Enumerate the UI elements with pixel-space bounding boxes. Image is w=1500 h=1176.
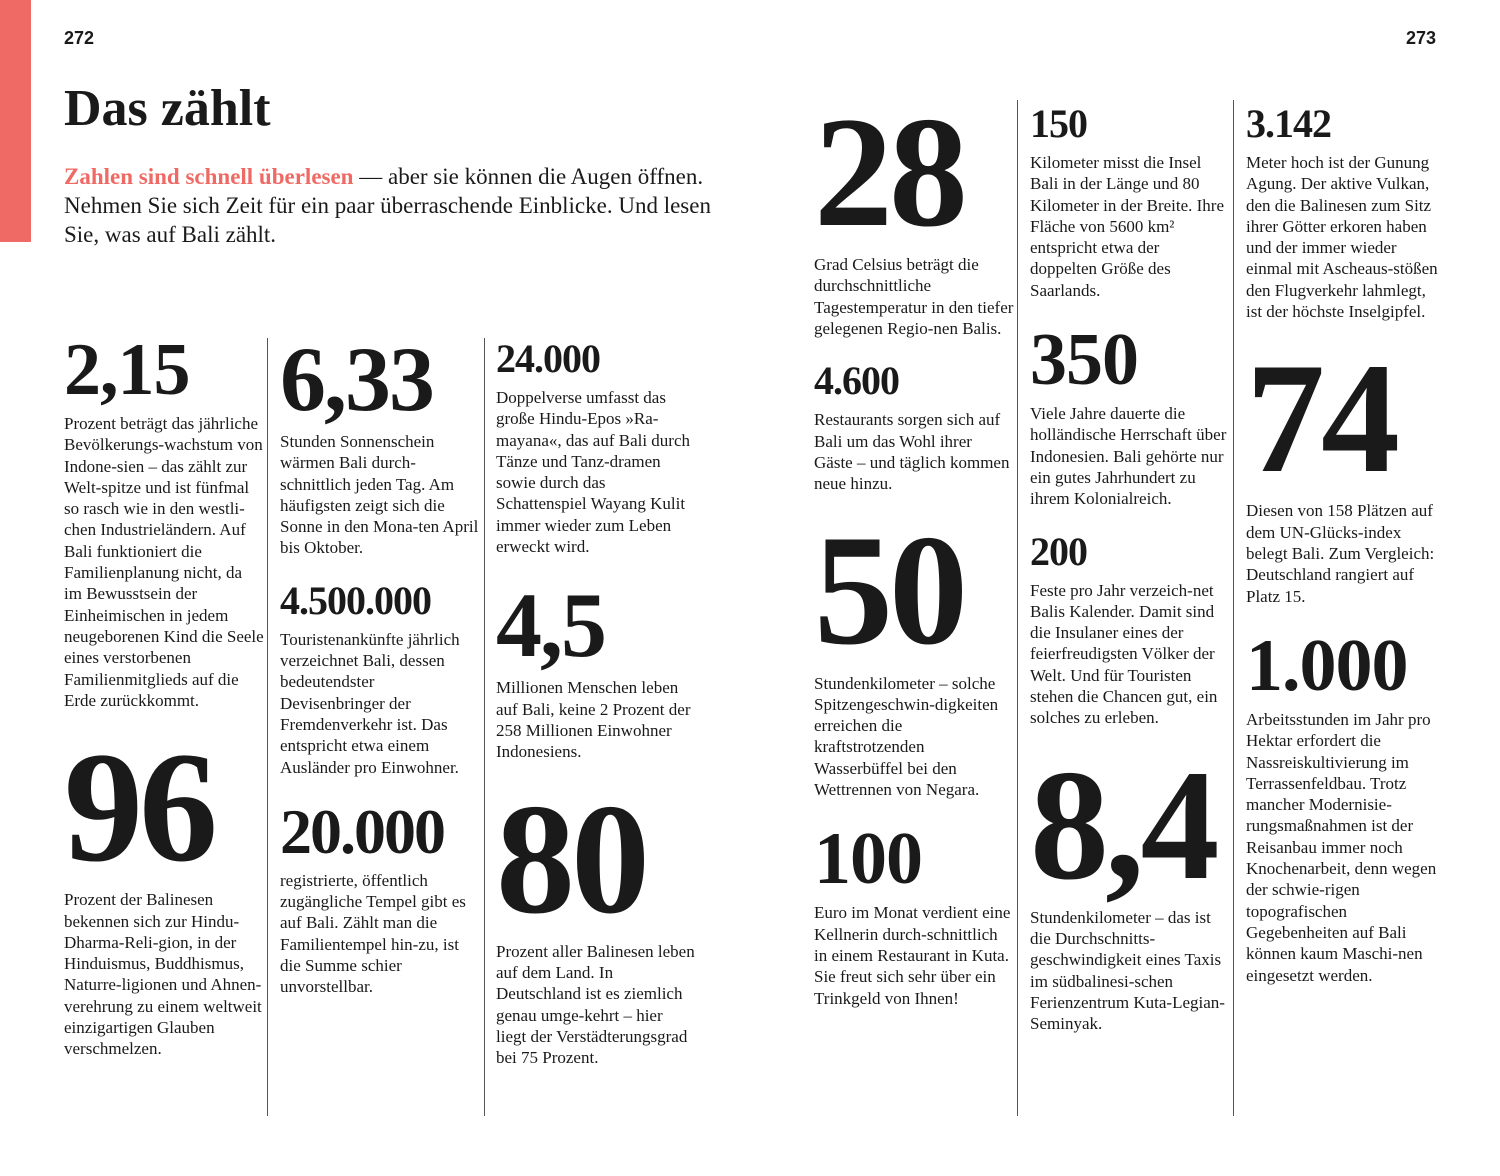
page-title: Das zählt xyxy=(64,80,271,137)
fact-item xyxy=(1030,737,1230,1035)
fact-description: Viele Jahre dauerte die holländische Herrschaft über Indonesien. Bali gehörte nur ein gutes Jahrhundert zu ihrem Kolonialreich. xyxy=(1030,404,1227,509)
fact-description: Doppelverse umfasst das große Hindu-Epos »Ra-mayana«, das auf Bali durch Tänze und Tanz-dramen sowie durch das Schattenspiel Wayang Kulit immer wieder zum Leben erweckt wird. xyxy=(496,388,691,557)
fact-number: 50 xyxy=(814,503,964,679)
fact-column-f xyxy=(1246,98,1446,1008)
fact-description: Kilometer misst die Insel Bali in der Länge und 80 Kilometer in der Breite. Ihre Fläche von 5600 km² entspricht etwa der doppelten Größe des Saarlands. xyxy=(1030,153,1225,300)
fact-item xyxy=(814,358,1014,494)
fact-column-d xyxy=(814,85,1014,1031)
fact-item xyxy=(64,720,264,1059)
fact-description: Arbeitsstunden im Jahr pro Hektar erfordert die Nassreiskultivierung im Terrassenfeldbau. Trotz mancher Modernisie-rungsmaßnahmen ist der Reisanbau immer noch Knochenarbeit, denn wegen der schwie-rigen topografischen Gegebenheiten auf Bali können kaum Maschi-nen eingesetzt werden. xyxy=(1246,709,1437,985)
fact-description: Prozent der Balinesen bekennen sich zur Hindu-Dharma-Reli-gion, in der Hinduismus, Buddhismus, Naturre-ligionen und Ahnen-verehrung zu einem weltweit einzigartigen Glauben verschmelzen. xyxy=(64,890,262,1059)
fact-item xyxy=(1246,331,1446,607)
fact-number: 350 xyxy=(1030,319,1138,402)
fact-number: 2,15 xyxy=(64,329,190,411)
fact-item xyxy=(496,336,696,557)
fact-number: 4.600 xyxy=(814,358,899,404)
fact-number: 20.000 xyxy=(280,795,444,867)
fact-number: 4,5 xyxy=(496,574,605,677)
fact-description: Stundenkilometer – solche Spitzengeschwin-digkeiten erreichen die kraftstrotzenden Wasserbüffel bei den Wettrennen von Negara. xyxy=(814,673,999,800)
fact-column-c xyxy=(496,333,696,1090)
intro-highlight: Zahlen sind schnell überlesen xyxy=(64,164,354,189)
column-divider xyxy=(1233,100,1234,1116)
accent-bar xyxy=(0,0,31,242)
column-divider xyxy=(267,338,268,1116)
fact-item xyxy=(1030,319,1230,509)
fact-number: 8,4 xyxy=(1030,737,1216,913)
intro-paragraph xyxy=(64,162,714,249)
fact-description: Restaurants sorgen sich auf Bali um das Wohl ihrer Gäste – und täglich kommen neue hinzu. xyxy=(814,410,1010,494)
fact-description: Touristenankünfte jährlich verzeichnet Bali, dessen bedeutendster Devisenbringer der Fremdenverkehr ist. Das entspricht etwa einem Ausländer pro Einwohner. xyxy=(280,629,460,777)
fact-number: 150 xyxy=(1030,101,1087,146)
fact-description: Grad Celsius beträgt die durchschnittliche Tagestemperatur in den tiefer gelegenen Regio-nen Balis. xyxy=(814,255,1014,338)
fact-number: 96 xyxy=(64,720,214,896)
fact-number: 28 xyxy=(814,85,964,260)
fact-item xyxy=(814,818,1014,1008)
fact-description: Stundenkilometer – das ist die Durchschnitts-geschwindigkeit eines Taxis im südbalinesi-schen Ferienzentrum Kuta-Legian-Seminyak. xyxy=(1030,907,1225,1034)
column-divider xyxy=(1017,100,1018,1116)
fact-item xyxy=(496,771,696,1069)
fact-item xyxy=(814,85,1014,339)
fact-column-b xyxy=(280,328,480,1020)
fact-description: Prozent aller Balinesen leben auf dem Land. In Deutschland ist es ziemlich genau umge-kehrt – hier liegt der Verstädterungsgrad bei 75 Prozent. xyxy=(496,941,695,1068)
fact-description: Meter hoch ist der Gunung Agung. Der aktive Vulkan, den die Balinesen zum Sitz ihrer Götter erkoren haben und der immer wieder einmal mit Ascheaus-stößen den Flugverkehr lahmlegt, ist der höchste Inselgipfel. xyxy=(1246,153,1438,322)
fact-number: 6,33 xyxy=(280,328,433,430)
fact-description: Prozent beträgt das jährliche Bevölkerungs-wachstum von Indone-sien – das zählt zur Welt-spitze und ist fünfmal so rasch wie in den westli-chen Industrieländern. Auf Bali funktioniert die Familienplanung nicht, da im Bewusstsein der Einheimischen in jedem neugeborenen Kind die Seele eines verstorbenen Familienmitglieds auf die Erde zurückkommt. xyxy=(64,414,264,710)
page-number-right: 273 xyxy=(1405,28,1436,48)
fact-number: 100 xyxy=(814,818,922,901)
fact-description: Stunden Sonnenschein wärmen Bali durch-schnittlich jeden Tag. Am häufigsten zeigt sich die Sonne in den Mona-ten April bis Oktober. xyxy=(280,432,479,558)
fact-number: 74 xyxy=(1246,331,1396,507)
fact-item xyxy=(1030,101,1230,301)
fact-item xyxy=(1246,624,1446,986)
fact-item xyxy=(496,574,696,762)
fact-column-e xyxy=(1030,98,1230,1057)
fact-item xyxy=(1246,101,1446,322)
fact-number: 200 xyxy=(1030,528,1087,574)
fact-description: registrierte, öffentlich zugängliche Tempel gibt es auf Bali. Zählt man die Familientempel hin-zu, ist die Summe schier unvorstellbar. xyxy=(280,870,466,997)
fact-number: 24.000 xyxy=(496,336,600,381)
fact-item xyxy=(1030,528,1230,729)
fact-item xyxy=(814,503,1014,800)
fact-number: 1.000 xyxy=(1246,624,1408,707)
fact-column-a xyxy=(64,329,264,1082)
fact-number: 80 xyxy=(496,771,646,947)
fact-item xyxy=(64,329,264,711)
fact-number: 3.142 xyxy=(1246,101,1331,146)
intro-text: — aber sie können die Augen öffnen. Nehmen Sie sich Zeit für ein paar überraschende Einblicke. Und lesen Sie, was auf Bali zählt. xyxy=(64,164,711,247)
fact-item xyxy=(280,795,480,998)
fact-number: 4.500.000 xyxy=(280,577,431,623)
page-number-left: 272 xyxy=(64,28,95,48)
fact-description: Millionen Menschen leben auf Bali, keine 2 Prozent der 258 Millionen Einwohner Indonesiens. xyxy=(496,678,691,762)
fact-description: Diesen von 158 Plätzen auf dem UN-Glücks-index belegt Bali. Zum Vergleich: Deutschland rangiert auf Platz 15. xyxy=(1246,501,1435,606)
fact-description: Euro im Monat verdient eine Kellnerin durch-schnittlich in einem Restaurant in Kuta. Sie freut sich sehr über ein Trinkgeld von Ihnen! xyxy=(814,903,1011,1008)
fact-item xyxy=(280,577,480,778)
fact-item xyxy=(280,328,480,559)
column-divider xyxy=(484,338,485,1116)
fact-description: Feste pro Jahr verzeich-net Balis Kalender. Damit sind die Insulaner eines der feierfreudigsten Völker der Welt. Und für Touristen stehen die Chancen gut, ein solches zu erleben. xyxy=(1030,580,1218,728)
